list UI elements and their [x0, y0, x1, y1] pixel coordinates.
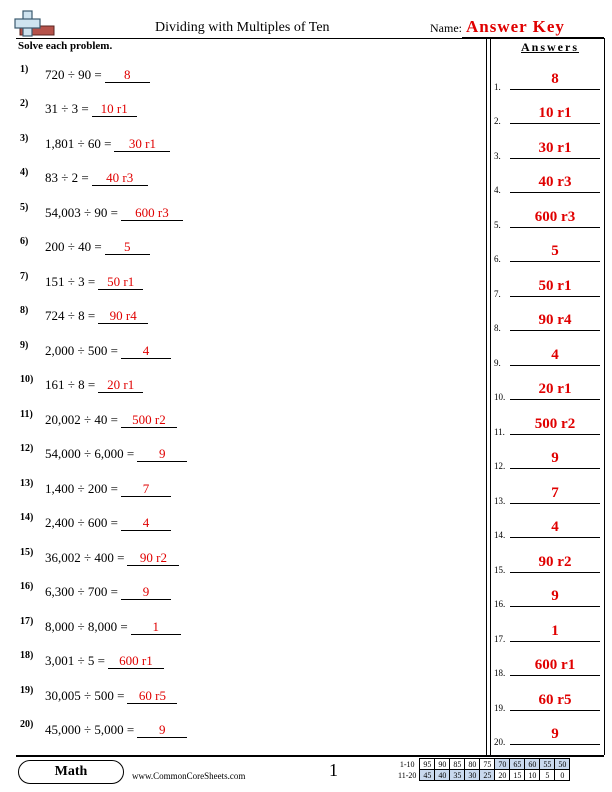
- answer-blank[interactable]: 90 r2: [127, 550, 179, 566]
- answer-item: [494, 725, 602, 747]
- problem-equation: 2,400 ÷ 600 =: [45, 515, 118, 530]
- answer-item: [494, 449, 602, 471]
- problem-item: [18, 409, 458, 429]
- problem-equation: 31 ÷ 3 =: [45, 101, 89, 116]
- problem-expression: [45, 584, 171, 600]
- answer-line: [510, 606, 600, 607]
- problem-number: 8): [20, 305, 29, 316]
- problem-expression: [45, 343, 171, 359]
- answer-blank[interactable]: 60 r5: [127, 688, 177, 704]
- answer-value: 5: [551, 243, 559, 259]
- problem-item: [18, 271, 458, 291]
- problem-equation: 161 ÷ 8 =: [45, 377, 96, 392]
- problem-equation: 30,005 ÷ 500 =: [45, 688, 125, 703]
- answer-item: [494, 311, 602, 333]
- score-cell: 90: [435, 759, 450, 770]
- answer-item: [494, 208, 602, 230]
- answer-value: 600 r1: [534, 657, 576, 673]
- answer-number: 11.: [494, 427, 505, 437]
- problem-number: 4): [20, 167, 29, 178]
- answer-value: 90 r2: [538, 554, 572, 570]
- score-cell: 50: [555, 759, 570, 770]
- panel-divider: [486, 38, 487, 755]
- answer-line: [510, 572, 600, 573]
- answers-title: Answers: [521, 40, 579, 54]
- answer-number: 6.: [494, 254, 501, 264]
- problem-number: 19): [20, 685, 34, 696]
- answer-blank[interactable]: 4: [121, 343, 171, 359]
- problem-expression: [45, 239, 150, 255]
- answer-value: 600 r3: [534, 209, 576, 225]
- score-cell: 75: [480, 759, 495, 770]
- score-cell: 25: [480, 770, 495, 781]
- score-cell: 15: [510, 770, 525, 781]
- answer-blank[interactable]: 7: [121, 481, 171, 497]
- problem-number: 13): [20, 478, 34, 489]
- answer-line: [510, 192, 600, 193]
- panel-divider: [490, 38, 491, 755]
- answer-number: 9.: [494, 358, 501, 368]
- problem-number: 12): [20, 443, 34, 454]
- problem-expression: [45, 412, 177, 428]
- answer-line: [510, 675, 600, 676]
- answer-item: [494, 691, 602, 713]
- answer-line: [510, 261, 600, 262]
- answer-blank[interactable]: 8: [105, 67, 150, 83]
- answer-line: [510, 468, 600, 469]
- answer-value: 500 r2: [534, 416, 576, 432]
- page-title: Dividing with Multiples of Ten: [155, 20, 330, 35]
- answer-value: 90 r4: [538, 312, 572, 328]
- answer-number: 16.: [494, 599, 506, 609]
- problem-expression: [45, 481, 171, 497]
- problem-item: [18, 167, 458, 187]
- answer-number: 1.: [494, 82, 501, 92]
- problem-number: 1): [20, 64, 29, 75]
- problem-item: [18, 98, 458, 118]
- score-cell: 45: [420, 770, 435, 781]
- answer-number: 2.: [494, 116, 501, 126]
- answer-line: [510, 399, 600, 400]
- problem-equation: 20,002 ÷ 40 =: [45, 412, 118, 427]
- answer-value: 4: [551, 519, 559, 535]
- answer-item: [494, 622, 602, 644]
- score-cell: 20: [495, 770, 510, 781]
- answer-value: 50 r1: [538, 278, 572, 294]
- answer-item: [494, 553, 602, 575]
- score-cell: 85: [450, 759, 465, 770]
- problem-item: [18, 443, 458, 463]
- score-row: [396, 770, 570, 781]
- answer-item: [494, 380, 602, 402]
- problem-number: 15): [20, 547, 34, 558]
- problem-number: 18): [20, 650, 34, 661]
- problem-equation: 151 ÷ 3 =: [45, 274, 96, 289]
- answer-value: 40 r3: [538, 174, 572, 190]
- plus-over-block-icon: [14, 8, 58, 38]
- answer-number: 4.: [494, 185, 501, 195]
- problem-number: 7): [20, 271, 29, 282]
- score-cell: 5: [540, 770, 555, 781]
- problem-expression: [45, 101, 137, 117]
- problem-number: 10): [20, 374, 34, 385]
- problem-item: [18, 202, 458, 222]
- problem-item: [18, 340, 458, 360]
- problem-expression: [45, 653, 164, 669]
- problem-equation: 54,000 ÷ 6,000 =: [45, 446, 135, 461]
- problem-item: [18, 133, 458, 153]
- answer-value: 4: [551, 347, 559, 363]
- score-cell: 55: [540, 759, 555, 770]
- answer-blank[interactable]: 40 r3: [92, 170, 148, 186]
- answer-item: [494, 173, 602, 195]
- answer-value: 9: [551, 726, 559, 742]
- problem-expression: [45, 308, 148, 324]
- answer-item: [494, 484, 602, 506]
- answer-blank[interactable]: 4: [121, 515, 171, 531]
- answer-line: [510, 503, 600, 504]
- answer-number: 14.: [494, 530, 506, 540]
- answer-line: [510, 296, 600, 297]
- name-label: Name:: [430, 21, 462, 35]
- score-cell: 80: [465, 759, 480, 770]
- problem-expression: [45, 446, 187, 462]
- problem-item: [18, 650, 458, 670]
- answer-item: [494, 70, 602, 92]
- answer-number: 13.: [494, 496, 506, 506]
- problem-equation: 54,003 ÷ 90 =: [45, 205, 118, 220]
- answer-blank[interactable]: 50 r1: [98, 274, 143, 290]
- problem-number: 2): [20, 98, 29, 109]
- answer-value: 10 r1: [538, 105, 572, 121]
- problem-expression: [45, 205, 183, 221]
- answer-item: [494, 277, 602, 299]
- answer-blank[interactable]: 600 r1: [108, 653, 164, 669]
- problem-item: [18, 581, 458, 601]
- answer-line: [510, 227, 600, 228]
- answer-line: [510, 123, 600, 124]
- problem-number: 14): [20, 512, 34, 523]
- answer-value: 60 r5: [538, 692, 572, 708]
- score-row-label: 11-20: [398, 770, 417, 780]
- answer-number: 18.: [494, 668, 506, 678]
- problem-equation: 6,300 ÷ 700 =: [45, 584, 118, 599]
- problem-expression: [45, 722, 187, 738]
- answer-blank[interactable]: 9: [137, 722, 187, 738]
- site-url: www.CommonCoreSheets.com: [132, 771, 246, 781]
- score-cell: 65: [510, 759, 525, 770]
- answer-number: 10.: [494, 392, 506, 402]
- score-cell: 30: [465, 770, 480, 781]
- problem-number: 11): [20, 409, 33, 420]
- problem-expression: [45, 377, 143, 393]
- problem-expression: [45, 136, 170, 152]
- answer-blank[interactable]: 1: [131, 619, 181, 635]
- problem-number: 5): [20, 202, 29, 213]
- answer-value: 7: [551, 485, 559, 501]
- problem-number: 6): [20, 236, 29, 247]
- answer-blank[interactable]: 20 r1: [98, 377, 143, 393]
- problem-equation: 8,000 ÷ 8,000 =: [45, 619, 128, 634]
- problem-equation: 1,801 ÷ 60 =: [45, 136, 112, 151]
- score-row: [396, 759, 570, 770]
- problem-item: [18, 305, 458, 325]
- answer-number: 7.: [494, 289, 501, 299]
- problem-equation: 720 ÷ 90 =: [45, 67, 102, 82]
- answer-number: 15.: [494, 565, 506, 575]
- answer-blank[interactable]: 9: [137, 446, 187, 462]
- problem-expression: [45, 550, 179, 566]
- answer-blank[interactable]: 9: [121, 584, 171, 600]
- answer-value: 20 r1: [538, 381, 572, 397]
- answer-blank[interactable]: 30 r1: [114, 136, 170, 152]
- problem-expression: [45, 274, 143, 290]
- worksheet-header: [0, 0, 612, 40]
- answer-line: [510, 710, 600, 711]
- answer-blank[interactable]: 90 r4: [98, 308, 148, 324]
- score-cell: 60: [525, 759, 540, 770]
- answer-item: [494, 518, 602, 540]
- answer-blank[interactable]: 10 r1: [92, 101, 137, 117]
- problem-expression: [45, 515, 171, 531]
- score-row-label: 1-10: [399, 759, 415, 769]
- problem-equation: 83 ÷ 2 =: [45, 170, 89, 185]
- score-cell: 70: [495, 759, 510, 770]
- answer-line: [510, 158, 600, 159]
- problem-item: [18, 685, 458, 705]
- problem-expression: [45, 688, 177, 704]
- answer-line: [510, 434, 600, 435]
- answer-blank[interactable]: 5: [105, 239, 150, 255]
- problem-item: [18, 547, 458, 567]
- problem-expression: [45, 67, 150, 83]
- problem-item: [18, 478, 458, 498]
- answer-line: [510, 641, 600, 642]
- problem-item: [18, 512, 458, 532]
- answer-line: [510, 537, 600, 538]
- problem-equation: 3,001 ÷ 5 =: [45, 653, 105, 668]
- answer-line: [510, 365, 600, 366]
- problem-expression: [45, 619, 181, 635]
- instructions: Solve each problem.: [18, 40, 113, 52]
- problem-item: [18, 64, 458, 84]
- answer-item: [494, 139, 602, 161]
- problem-equation: 36,002 ÷ 400 =: [45, 550, 125, 565]
- problem-expression: [45, 170, 148, 186]
- answer-item: [494, 346, 602, 368]
- problem-equation: 724 ÷ 8 =: [45, 308, 96, 323]
- problem-equation: 1,400 ÷ 200 =: [45, 481, 118, 496]
- answer-blank[interactable]: 600 r3: [121, 205, 183, 221]
- answer-item: [494, 587, 602, 609]
- answer-item: [494, 656, 602, 678]
- score-cell: 35: [450, 770, 465, 781]
- answer-number: 17.: [494, 634, 506, 644]
- answer-item: [494, 415, 602, 437]
- answer-blank[interactable]: 500 r2: [121, 412, 177, 428]
- answer-value: 8: [551, 71, 559, 87]
- score-cell: 0: [555, 770, 570, 781]
- problem-item: [18, 374, 458, 394]
- answer-line: [510, 330, 600, 331]
- problem-item: [18, 236, 458, 256]
- answer-line: [510, 89, 600, 90]
- answer-number: 19.: [494, 703, 506, 713]
- problem-number: 20): [20, 719, 34, 730]
- score-cell: 40: [435, 770, 450, 781]
- problem-equation: 45,000 ÷ 5,000 =: [45, 722, 135, 737]
- bottom-rule: [16, 755, 604, 757]
- answer-item: [494, 104, 602, 126]
- problem-number: 17): [20, 616, 34, 627]
- score-cell: 95: [420, 759, 435, 770]
- answer-value: 1: [551, 623, 559, 639]
- page-number: 1: [329, 760, 338, 780]
- answer-item: [494, 242, 602, 264]
- problem-number: 16): [20, 581, 34, 592]
- problem-item: [18, 616, 458, 636]
- answer-value: 9: [551, 450, 559, 466]
- answer-number: 20.: [494, 737, 506, 747]
- answer-key-label: Answer Key: [466, 17, 565, 36]
- score-table: [396, 758, 570, 781]
- problem-equation: 200 ÷ 40 =: [45, 239, 102, 254]
- answer-number: 3.: [494, 151, 501, 161]
- answer-value: 9: [551, 588, 559, 604]
- subject-badge: Math: [18, 760, 124, 784]
- problem-item: [18, 719, 458, 739]
- problem-equation: 2,000 ÷ 500 =: [45, 343, 118, 358]
- answer-number: 8.: [494, 323, 501, 333]
- score-cell: 10: [525, 770, 540, 781]
- answer-number: 12.: [494, 461, 506, 471]
- answer-number: 5.: [494, 220, 501, 230]
- answer-line: [510, 744, 600, 745]
- answer-value: 30 r1: [538, 140, 572, 156]
- problem-number: 3): [20, 133, 29, 144]
- problem-number: 9): [20, 340, 29, 351]
